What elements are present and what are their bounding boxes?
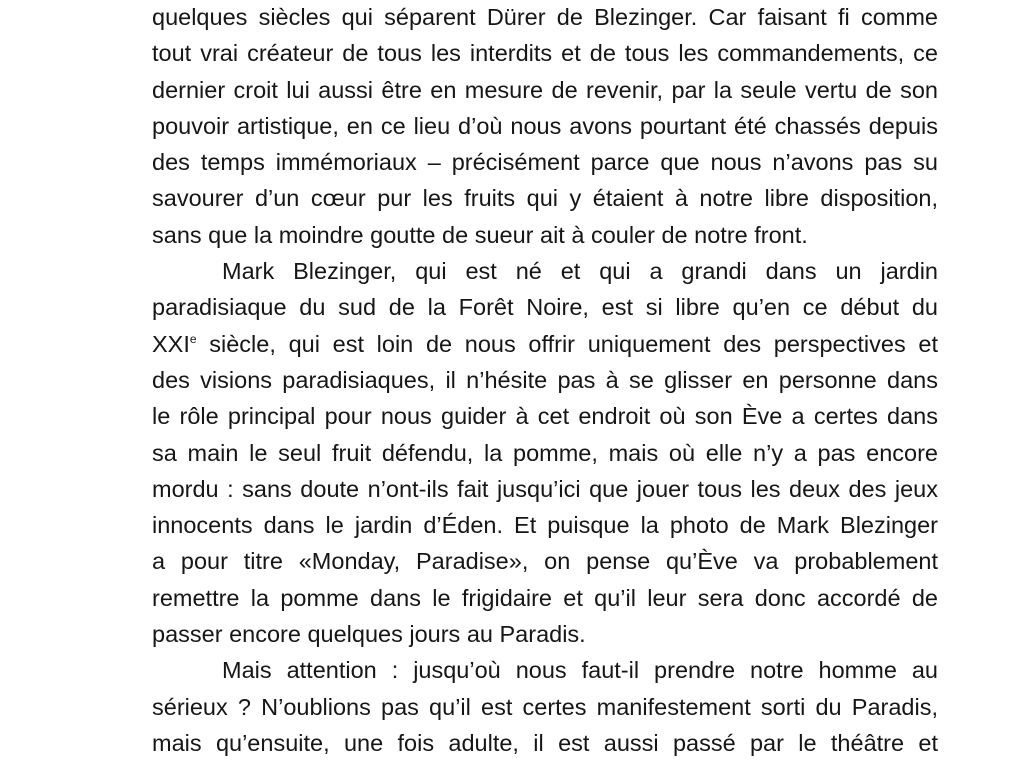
text-line: sérieux ? N’oublions pas qu’il est certes manifestement sorti du Paradis, <box>152 693 938 720</box>
text-line: sa main le seul fruit défendu, la pomme, mais où elle n’y a pas encore <box>152 439 938 466</box>
text-line <box>152 326 938 362</box>
text-line: des visions paradisiaques, il n’hésite pas à se glisser en personne dans <box>152 366 938 393</box>
text-line: mais qu’ensuite, une fois adulte, il est aussi passé par le théâtre et <box>152 729 938 756</box>
text-line: mordu : sans doute n’ont-ils fait jusqu’ici que jouer tous les deux des jeux <box>152 475 938 502</box>
text-line: savourer d’un cœur pur les fruits qui y étaient à notre libre disposition, <box>152 185 938 212</box>
text-line: tout vrai créateur de tous les interdits et de tous les commandements, ce <box>152 40 938 67</box>
text-line: dernier croit lui aussi être en mesure de revenir, par la seule vertu de son <box>152 76 938 103</box>
text-run: XXI <box>152 330 190 357</box>
text-line: le rôle principal pour nous guider à cet endroit où son Ève a certes dans <box>152 403 938 430</box>
text-line: Mark Blezinger, qui est né et qui a grandi dans un jardin <box>222 258 938 285</box>
text-line: paradisiaque du sud de la Forêt Noire, est si libre qu’en ce début du <box>152 294 938 321</box>
text-line: sans que la moindre goutte de sueur ait à couler de notre front. <box>152 221 808 248</box>
paragraph <box>152 253 938 652</box>
text-run: siècle, qui est loin de nous offrir uniquement des perspectives et <box>196 330 938 357</box>
text-line: passer encore quelques jours au Paradis. <box>152 621 586 648</box>
text-line: innocents dans le jardin d’Éden. Et puisque la photo de Mark Blezinger <box>152 512 938 539</box>
text-line: quelques siècles qui séparent Dürer de Blezinger. Car faisant fi comme <box>152 4 938 30</box>
body-text <box>152 0 938 761</box>
text-line: remettre la pomme dans le frigidaire et qu’il leur sera donc accordé de <box>152 584 938 611</box>
paragraph <box>152 652 938 761</box>
superscript: e <box>189 331 197 346</box>
text-line: a pour titre «Monday, Paradise», on pense qu’Ève va probablement <box>152 548 938 575</box>
text-line: Mais attention : jusqu’où nous faut-il prendre notre homme au <box>222 657 938 684</box>
text-line: pouvoir artistique, en ce lieu d’où nous avons pourtant été chassés depuis <box>152 112 938 139</box>
paragraph <box>152 0 938 253</box>
text-line: des temps immémoriaux – précisément parce que nous n’avons pas su <box>152 149 938 176</box>
